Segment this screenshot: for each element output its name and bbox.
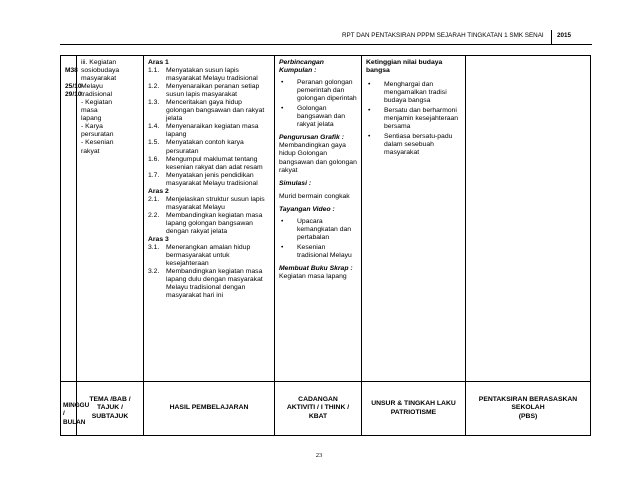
theme-line: - Karya [81,123,103,131]
values-cell [362,56,466,382]
theme-line: masa [81,107,98,115]
video-title: Tayangan Video : [279,205,335,213]
values-list [366,81,461,157]
footer-cadangan: CADANGAN AKTIVITI / I THINK / KBAT [275,382,362,436]
page-number: 23 [315,452,323,459]
theme-line: Melayu [81,83,103,91]
table-row [61,56,591,382]
list-item [148,139,270,155]
perbincangan-title: Perbincangan Kumpulan : [279,59,324,75]
rpt-table [60,55,591,436]
list-item [148,268,270,300]
item-number: 1.6. [148,155,160,163]
bullet-icon: • [368,107,371,115]
item-number: 1.3. [148,99,160,107]
item-text: Menyatakan contoh karya persuratan [166,139,244,155]
item-number: 2.1. [148,195,160,203]
bullet-icon: • [281,217,284,225]
item-text: Menyatakan jenis pendidikan masyarakat Melayu tradisional [166,171,258,187]
theme-line: rakyat [81,147,100,155]
list-item [148,67,270,83]
list-item [148,172,270,188]
item-text: Sentiasa bersatu-padu dalam sesebuah masyarakat [384,133,453,157]
item-number: 1.1. [148,67,160,75]
item-text: Menceritakan gaya hidup golongan bangsawan dan rakyat jelata [166,99,265,123]
list-item [148,196,270,212]
outcomes-cell [144,56,275,382]
list-item [366,133,461,157]
pbs-cell [466,56,591,382]
list-item [148,156,270,172]
item-number: 1.2. [148,83,160,91]
list-item [279,218,357,242]
bullet-icon: • [281,243,284,251]
item-text: Mengumpul maklumat tentang kesenian rakyat dan adat resam [166,155,263,171]
item-text: Menjelaskan struktur susun lapis masyarakat Melayu [166,195,265,211]
aras-1-label: Aras 1 [148,59,169,66]
bullet-icon: • [368,133,371,141]
list-item [148,83,270,99]
item-number: 1.5. [148,139,160,147]
footer-minggu: MINGGU / BULAN [61,382,77,436]
item-number: 1.7. [148,171,160,179]
aras-3-list [148,244,270,300]
item-text: Menghargai dan mengamalkan tradisi budaya bangsa [384,81,447,105]
week-cell [61,56,84,382]
list-item [148,99,270,123]
item-text: Menerangkan amalan hidup bermasyarakat untuk kesejahteraan [166,244,251,268]
activities-cell [275,56,362,382]
item-text: Menyenaraikan peranan setiap susun lapis masyarakat [166,83,260,99]
item-text: Membandingkan kegiatan masa lapang golongan bangsawan dengan rakyat jelata [166,211,263,235]
item-number: 1.4. [148,123,160,131]
values-title: Ketinggian nilai budaya bangsa [366,59,443,75]
list-item [279,79,357,103]
header-title: RPT DAN PENTAKSIRAN PPPM SEJARAH TINGKATAN 1 SMK SENAI [342,32,544,39]
aras-2-list [148,196,270,236]
bullet-icon: • [281,105,284,113]
theme-line: persuratan [81,131,114,139]
item-number: 2.2. [148,211,160,219]
theme-line: masyarakat [81,75,117,83]
footer-unsur: UNSUR & TINGKAH LAKU PATRIOTISME [362,382,466,436]
list-item [366,107,461,131]
footer-tema: TEMA /BAB / TAJUK / SUBTAJUK [77,382,144,436]
footer-hasil: HASIL PEMBELAJARAN [144,382,275,436]
item-number: 3.1. [148,244,160,252]
bullet-icon: • [368,81,371,89]
item-text: Menyenaraikan kegiatan masa lapang [166,123,259,139]
grafik-text: Membandingkan gaya hidup Golongan bangsawan dan golongan rakyat [279,142,357,174]
grafik-title: Pengurusan Grafik : [279,134,344,142]
theme-list [81,59,139,156]
list-item [148,212,270,236]
list-item [148,123,270,139]
theme-cell [77,56,144,382]
aras-2-label: Aras 2 [148,187,169,195]
list-item [279,105,357,129]
item-text: Golongan bangsawan dan rakyat jelata [297,105,345,129]
item-text: Kesenian tradisional Melayu [297,243,352,259]
list-item [279,244,357,260]
simulasi-text: Murid bermain congkak [279,192,350,200]
item-text: Bersatu dan berharmoni menjamin kesejahteraan bersama [384,107,459,131]
week-dates: 25/10- 29/10 [65,83,84,99]
list-item [148,244,270,268]
footer-pbs: PENTAKSIRAN BERASASKAN SEKOLAH (PBS) [466,382,591,436]
theme-line: sosiobudaya [81,67,120,75]
theme-line: - Kegiatan [81,99,112,107]
aras-3-label: Aras 3 [148,236,169,244]
video-list [279,218,357,260]
theme-line: tradisional [81,91,112,99]
header-rule [60,44,592,45]
simulasi-title: Simulasi : [279,179,312,187]
table-footer-row [61,382,591,436]
buku-title: Membuat Buku Skrap : [279,264,353,272]
list-item [366,81,461,105]
perbincangan-list [279,79,357,129]
theme-line: lapang [81,115,102,123]
aras-1-list [148,67,270,188]
item-text: Upacara kemangkatan dan pertabalan [297,217,352,241]
header-divider [551,30,552,44]
buku-text: Kegiatan masa lapang [279,273,347,281]
theme-line: - Kesenian [81,139,114,147]
week-code: M38 [65,67,78,75]
theme-line: iii. Kegiatan [81,59,117,66]
item-text: Menyatakan susun lapis masyarakat Melayu tradisional [166,67,258,83]
bullet-icon: • [281,79,284,87]
header-year: 2015 [557,32,572,39]
page-header [342,32,572,39]
item-text: Membandingkan kegiatan masa lapang dulu dengan masyarakat Melayu tradisional dengan masyarakat hari ini [166,268,263,300]
item-number: 3.2. [148,268,160,276]
item-text: Peranan golongan pemerintah dan golongan diperintah [297,79,357,103]
